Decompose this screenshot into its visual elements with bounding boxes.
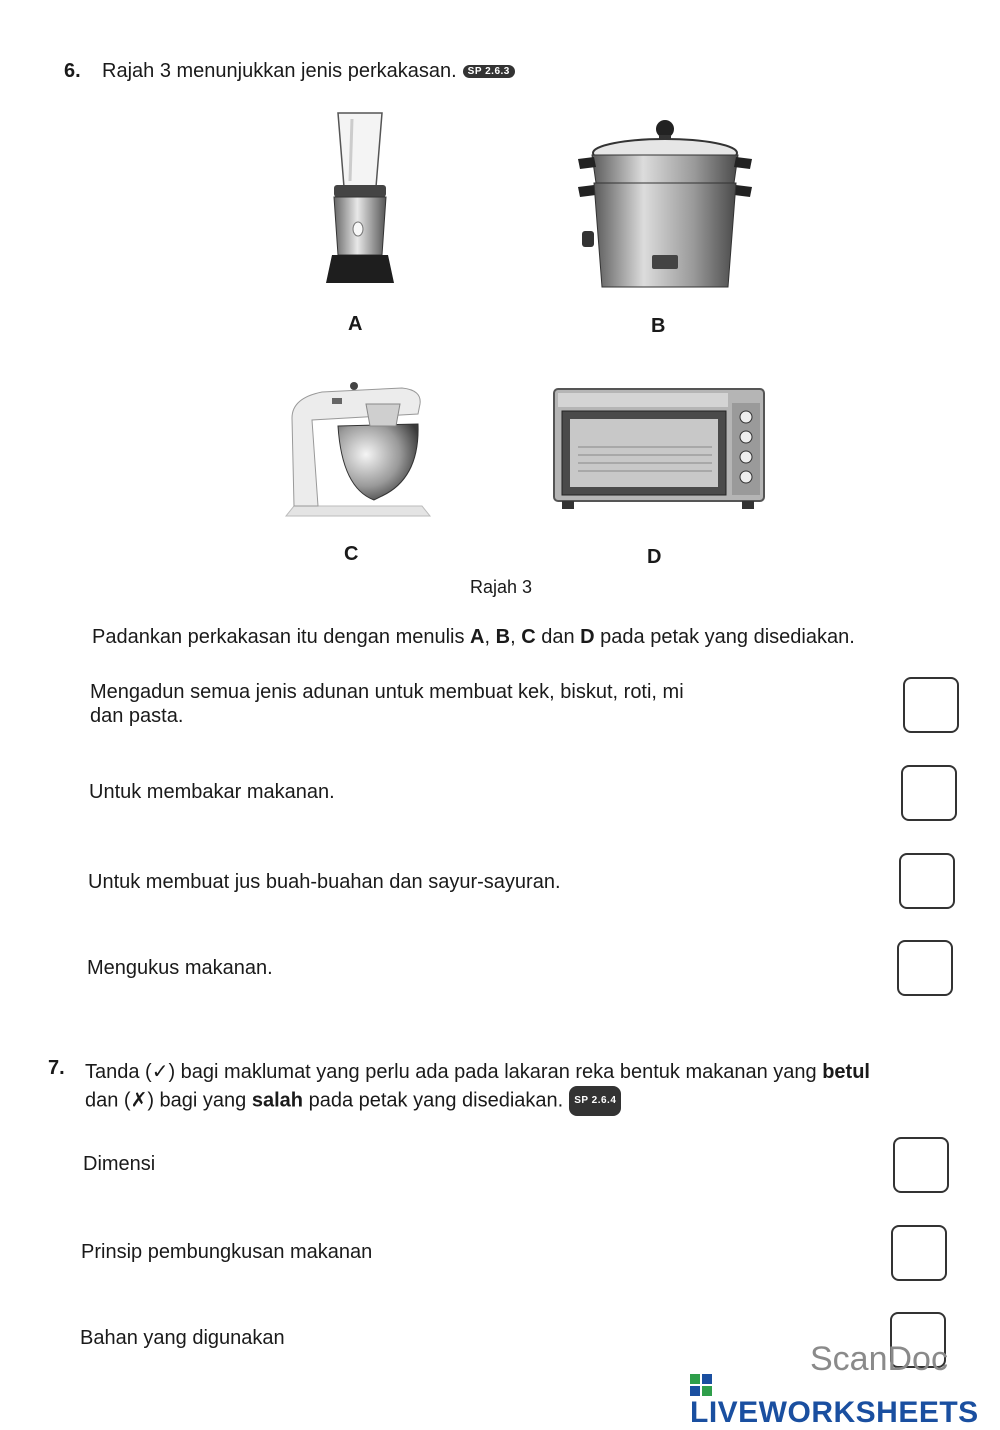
- q6-item-2: Untuk membakar makanan.: [89, 781, 335, 803]
- q7-text: Tanda (✓) bagi maklumat yang perlu ada pada lakaran reka bentuk makanan yang: [85, 1061, 823, 1083]
- sp-badge: SP 2.6.4: [569, 1086, 621, 1116]
- question-7-line1: [85, 1058, 870, 1086]
- instruction-bold-a: A: [470, 626, 485, 648]
- instruction-text: Padankan perkakasan itu dengan menulis: [92, 626, 471, 648]
- figure-caption: Rajah 3: [470, 577, 533, 597]
- q7-item-2: Prinsip pembungkusan makanan: [81, 1241, 373, 1263]
- answer-box-q7-2[interactable]: [891, 1225, 947, 1281]
- figure-label-b: B: [651, 315, 666, 337]
- instruction-text: dan: [535, 626, 581, 648]
- sp-badge: SP 2.6.3: [463, 65, 515, 78]
- stand-mixer-icon: [282, 378, 432, 523]
- instruction-text: pada petak yang disediakan.: [594, 626, 855, 648]
- instruction-bold-d: D: [580, 626, 595, 648]
- figure-label-c: C: [344, 543, 359, 565]
- answer-box-q6-3[interactable]: [899, 853, 955, 909]
- q6-item-3: Untuk membuat jus buah-buahan dan sayur-sayuran.: [88, 871, 561, 893]
- liveworksheets-text: LIVEWORKSHEETS: [690, 1396, 979, 1429]
- q6-item-4: Mengukus makanan.: [87, 957, 273, 979]
- q7-text: pada petak yang disediakan.: [303, 1089, 564, 1112]
- electric-oven-icon: [552, 385, 767, 525]
- q7-text: dan (✗) bagi yang: [85, 1089, 252, 1112]
- q6-item-1-line2: dan pasta.: [90, 705, 184, 727]
- q6-item-1-line1: Mengadun semua jenis adunan untuk membuat kek, biskut, roti, mi: [90, 681, 684, 703]
- answer-box-q6-1[interactable]: [903, 677, 959, 733]
- question-6-prompt-text: Rajah 3 menunjukkan jenis perkakasan.: [102, 60, 457, 82]
- question-6-prompt: [102, 60, 515, 83]
- instruction-bold-b: B: [495, 626, 511, 648]
- question-6-instruction: [92, 626, 855, 649]
- question-7-prompt: [85, 1058, 870, 1116]
- question-7-line2: [85, 1086, 870, 1116]
- answer-box-q7-1[interactable]: [893, 1137, 949, 1193]
- blender-icon: [310, 105, 410, 295]
- q7-item-3: Bahan yang digunakan: [80, 1327, 285, 1349]
- rice-cooker-steamer-icon: [570, 115, 760, 300]
- instruction-text: ,: [510, 626, 522, 648]
- q6-item-1: [90, 680, 684, 728]
- q7-bold-salah: salah: [251, 1089, 304, 1112]
- liveworksheets-logo: [690, 1374, 1000, 1430]
- q7-item-1: Dimensi: [83, 1153, 156, 1175]
- q7-bold-betul: betul: [822, 1061, 870, 1083]
- figure-label-a: A: [348, 313, 363, 335]
- liveworksheets-grid-icon: [690, 1374, 712, 1396]
- answer-box-q6-2[interactable]: [901, 765, 957, 821]
- question-7-number: 7.: [48, 1057, 65, 1079]
- question-6-number: 6.: [64, 60, 81, 82]
- answer-box-q6-4[interactable]: [897, 940, 953, 996]
- scandoc-watermark: ScanDoc: [810, 1340, 948, 1378]
- instruction-bold-c: C: [521, 626, 536, 648]
- figure-label-d: D: [647, 546, 662, 568]
- instruction-text: ,: [484, 626, 496, 648]
